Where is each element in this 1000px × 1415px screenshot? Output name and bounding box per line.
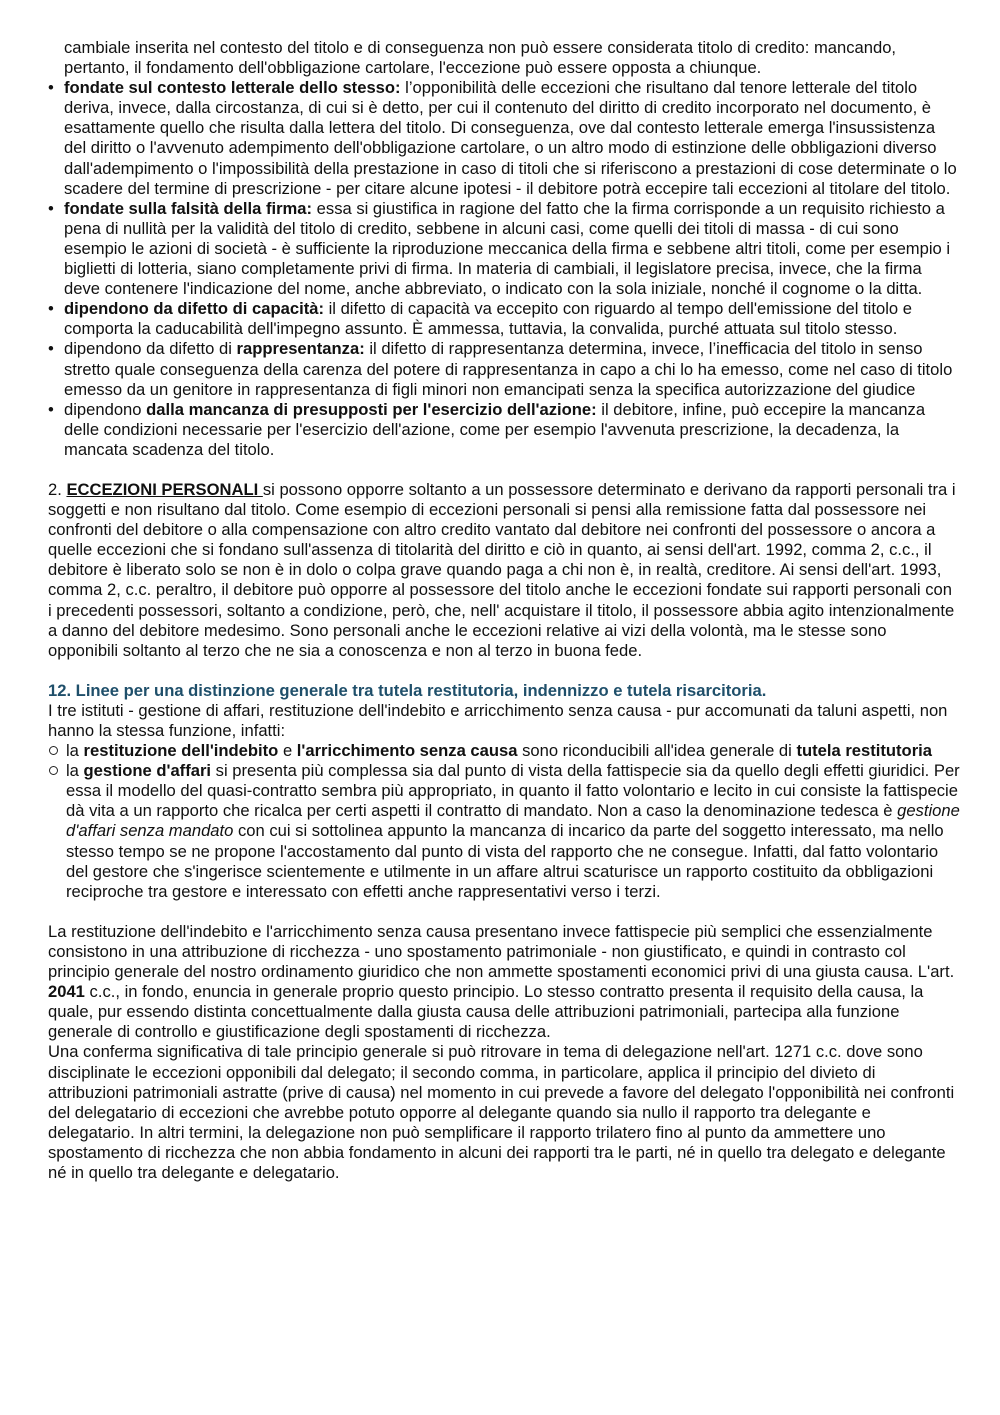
personal-exceptions-title: ECCEZIONI PERSONALI bbox=[66, 479, 263, 499]
list-item: • fondate sul contesto letterale dello stesso: l’opponibilità delle eccezioni che risultano dal tenore letterale del titolo deriva, invece, dalla circostanza, di cui si è detto, per cui il contenuto del diritto di credito incorporato nel documento, è esattamente quello che risulta dalla lettera del titolo. Di conseguenza, ove dal contesto letterale emerga l'insussistenza del diritto o l'avvenuto adempimento dell'obbligazione cartolare, o un altro modo di estinzione delle obbligazioni diverso dall'adempimento o l'impossibilità della prestazione in caso di titoli che si riferiscono a prestazioni di cose determinate o lo scadere del termine di prescrizione - per citare alcune ipotesi - il debitore potrà eccepire tali eccezioni al titolare del titolo. bbox=[48, 78, 960, 199]
bullet-term: dipendono da difetto di capacità: bbox=[64, 299, 324, 319]
bullet-term: rappresentanza: bbox=[236, 339, 365, 359]
section-intro: I tre istituti - gestione di affari, restituzione dell'indebito e arricchimento senza causa - pur accomunati da taluni aspetti, non hanno la stessa funzione, infatti: bbox=[48, 700, 948, 740]
bullet-term: fondate sulla falsità della firma: bbox=[64, 198, 313, 218]
continuation-paragraph: cambiale inserita nel contesto del titolo e di conseguenza non può essere considerata titolo di credito: mancando, pertanto, il fondamento dell'obbligazione cartolare, l'eccezione può essere opposta a chiunque. bbox=[64, 38, 897, 78]
delegation-paragraph: Una conferma significativa di tale principio generale si può ritrovare in tema di delegazione nell'art. 1271 c.c. dove sono disciplinate le eccezioni opponibili dal delegato; il secondo comma, in particolare, applica il principio del divieto di attribuzioni patrimoniali astratte (prive di causa) nel momento in cui prevede a favore del delegato l'opponibilità nei confronti del delegatario di eccezioni che avrebbe potuto opporre al delegante quando sia nullo il rapporto tra delegante e delegatario. In altri termini, la delegazione non può semplificare il rapporto trilatero fino al punto da ammettere uno spostamento di ricchezza che non abbia fondamento in alcuni dei rapporti tra le parti, né in quello tra delegato e delegante né in quello tra delegante e delegatario. bbox=[48, 1042, 955, 1182]
page-content bbox=[48, 38, 960, 1183]
restitution-paragraph: La restituzione dell'indebito e l'arricchimento senza causa presentano invece fattispecie più semplici che essenzialmente consistono in una attribuzione di ricchezza - uno spostamento patrimoniale - non giustificato, e quindi in contrasto col principio generale del nostro ordinamento giuridico che non ammette spostamenti economici privi di una giusta causa. L'art. 2041 c.c., in fondo, enuncia in generale proprio questo principio. Lo stesso contratto presenta il requisito della causa, la quale, pur essendo distinta concettualmente dalla giusta causa delle attribuzioni patrimoniali, partecipa alla funzione generale di controllo e giustificazione degli spostamenti di ricchezza. bbox=[48, 921, 955, 1042]
list-item: la gestione d'affari si presenta più complessa sia dal punto di vista della fattispecie sia da quello degli effetti giuridici. Per essa il modello del quasi-contratto sembra più appropriato, in quanto il fatto volontario e lecito in cui consiste la fattispecie dà vita a un rapporto che ricalca per certi aspetti il contratto di mandato. Non a caso la denominazione tedesca è gestione d'affari senza mandato con cui si sottolinea appunto la mancanza di incarico da parte del soggetto interessato, ma nello stesso tempo se ne propone l'accostamento dal punto di vista del rapporto che ne consegue. Infatti, dal fatto volontario del gestore che s'ingerisce scientemente e utilmente in un affare altrui scaturisce un rapporto costituito da obbligazioni reciproche tra gestore e interessato con effetti anche rappresentativi verso i terzi. bbox=[48, 761, 960, 902]
list-item: • dipendono dalla mancanza di presupposti per l'esercizio dell'azione: il debitore, infine, può eccepire la mancanza delle condizioni necessarie per l'esercizio dell'azione, come per esempio l'avvenuta prescrizione, la decadenza, la mancata scadenza del titolo. bbox=[48, 400, 960, 460]
bullet-term: dalla mancanza di presupposti per l'esercizio dell'azione: bbox=[146, 399, 597, 419]
personal-exceptions-paragraph: 2. ECCEZIONI PERSONALI si possono opporre soltanto a un possessore determinato e derivano da rapporti personali tra i soggetti e non risultano dal titolo. Come esempio di eccezioni personali si pensi alla remissione fatta dal possessore nei confronti del debitore o alla compensazione con altro credito vantato dal debitore nei confronti del possessore o ancora a quelle eccezioni che si fondano sull'assenza di titolarità del diritto e ciò in quanto, ai sensi dell'art. 1992, comma 2, c.c., il debitore è liberato solo se non è in dolo o colpa grave quando paga a chi non è, in realtà, creditore. Ai sensi dell'art. 1993, comma 2, c.c. peraltro, il debitore può opporre al possessore del titolo anche le eccezioni fondate sui rapporti personali con i precedenti possessori, soltanto a condizione, però, che, nell' acquistare il titolo, il possessore abbia agito intenzionalmente a danno del debitore medesimo. Sono personali anche le eccezioni relative ai vizi della volontà, ma le stesse sono opponibili soltanto al terzo che ne sia a conoscenza e non al terzo in buona fede. bbox=[48, 479, 956, 660]
list-item: • fondate sulla falsità della firma: essa si giustifica in ragione del fatto che la firma corrisponde a un requisito richiesto a pena di nullità per la validità del titolo di credito, sebbene in alcuni casi, come quelli dei titoli di massa - di cui sono esempio le azioni di società - è sufficiente la riproduzione meccanica della firma e sebbene altri titoli, come per esempio i biglietti di lotteria, siano completamente privi di firma. In materia di cambiali, il legislatore precisa, invece, che la firma deve contenere l'indicazione del nome, anche abbreviato, o indicato con la sola iniziale, nonché il cognome o la ditta. bbox=[48, 199, 960, 299]
list-item: • dipendono da difetto di capacità: il difetto di capacità va eccepito con riguardo al tempo dell'emissione del titolo e comporta la caducabilità dell'impegno assunto. È ammessa, tuttavia, la convalida, purché attuata sul titolo stesso. bbox=[48, 299, 960, 339]
bullet-term: fondate sul contesto letterale dello stesso: bbox=[64, 78, 401, 98]
section-heading: 12. Linee per una distinzione generale tra tutela restitutoria, indennizzo e tutela risarcitoria. bbox=[48, 680, 767, 700]
list-item: • dipendono da difetto di rappresentanza: il difetto di rappresentanza determina, invece, l’inefficacia del titolo in senso stretto quale conseguenza della carenza del potere di rappresentanza in capo a chi lo ha emesso, come nel caso di titolo emesso da un genitore in rappresentanza di figli minori non emancipati senza la specifica autorizzazione del giudice bbox=[48, 339, 960, 399]
institutes-list bbox=[48, 741, 960, 902]
list-item: la restituzione dell'indebito e l'arricchimento senza causa sono riconducibili all'idea generale di tutela restitutoria bbox=[48, 741, 960, 761]
exceptions-bullet-list bbox=[48, 78, 960, 460]
